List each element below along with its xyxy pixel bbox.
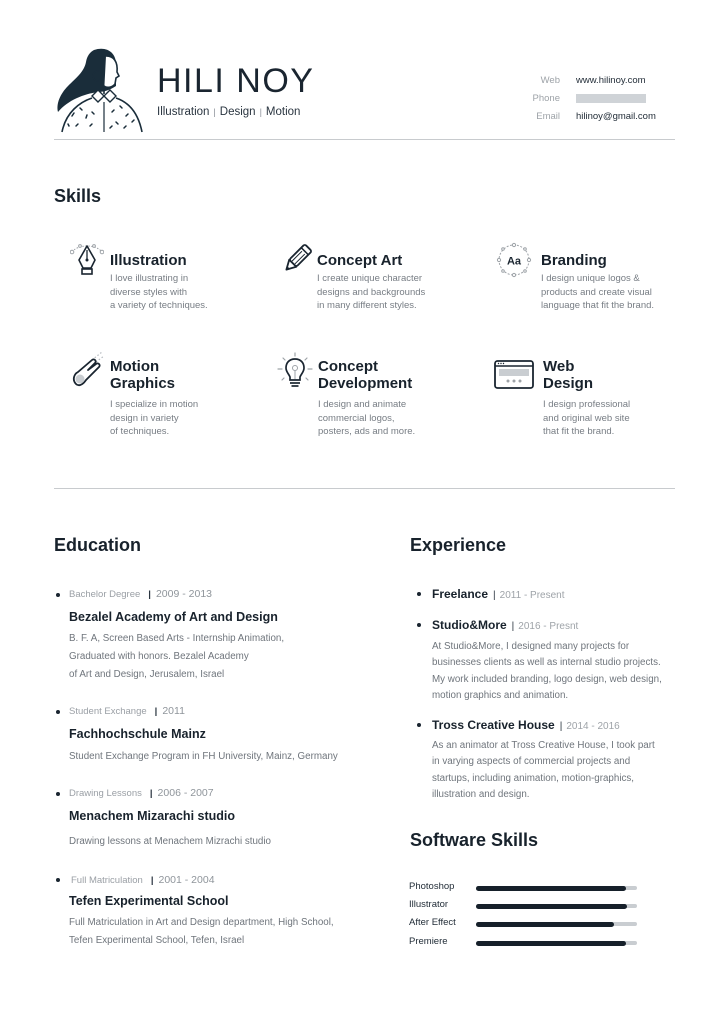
skill-level-fill bbox=[476, 904, 627, 909]
web-link[interactable]: www.hilinoy.com bbox=[576, 74, 646, 86]
education-description: B. F. A, Screen Based Arts - Internship Animation, Graduated with honors. Bezalel Academy of Art and Design, Jerusalem, Israel bbox=[69, 633, 285, 680]
experience-company: Freelance | 2011 - Present bbox=[432, 587, 565, 601]
education-school: Fachhochschule Mainz bbox=[69, 727, 206, 741]
bullet-icon bbox=[56, 792, 60, 796]
education-school: Bezalel Academy of Art and Design bbox=[69, 610, 278, 624]
comet-motion-icon bbox=[70, 350, 104, 384]
contact-web bbox=[530, 71, 690, 89]
skill-description: I design and animate commercial logos, posters, ads and more. bbox=[318, 399, 416, 437]
skill-level-fill bbox=[476, 941, 626, 946]
tagline-separator: | bbox=[259, 107, 262, 117]
contact-info bbox=[530, 71, 690, 125]
education-school: Menachem Mizarachi studio bbox=[69, 809, 236, 823]
skill-title: Concept Art bbox=[317, 252, 403, 269]
software-name: Premiere bbox=[409, 936, 448, 947]
contact-label: Web bbox=[540, 74, 560, 86]
education-meta: Student Exchange | 2011 bbox=[69, 705, 185, 717]
bullet-icon bbox=[56, 710, 60, 714]
education-heading: Education bbox=[54, 535, 142, 555]
software-skill-row bbox=[409, 900, 649, 912]
tagline-item: Motion bbox=[265, 106, 301, 118]
experience-company: Tross Creative House | 2014 - 2016 bbox=[432, 718, 620, 732]
contact-label: Phone bbox=[532, 92, 560, 104]
software-skills-heading: Software Skills bbox=[410, 830, 539, 850]
bullet-icon bbox=[417, 623, 421, 627]
tagline-item: Illustration bbox=[157, 106, 210, 118]
typography-aa-icon bbox=[496, 242, 530, 276]
person-name: HILI NOY bbox=[157, 62, 315, 100]
education-meta: Full Matriculation | 2001 - 2004 bbox=[71, 874, 215, 886]
software-name: After Effect bbox=[409, 917, 456, 928]
tagline bbox=[157, 106, 300, 118]
skill-description: I specialize in motion design in variety of techniques. bbox=[110, 399, 199, 437]
bullet-icon bbox=[56, 878, 60, 882]
skill-title: Branding bbox=[541, 252, 607, 269]
avatar-illustration bbox=[54, 46, 146, 134]
education-school: Tefen Experimental School bbox=[69, 894, 229, 908]
experience-company: Studio&More | 2016 - Presnt bbox=[432, 618, 579, 632]
software-skill-row bbox=[409, 918, 649, 930]
skill-title: Motion Graphics bbox=[110, 358, 176, 392]
experience-description: As an animator at Tross Creative House, I took part in varying aspects of commercial projects and startups, including animation, motion-graphics, illustration and design. bbox=[432, 740, 655, 800]
bullet-icon bbox=[417, 592, 421, 596]
pencil-icon bbox=[280, 242, 314, 276]
education-description: Drawing lessons at Menachem Mizrachi studio bbox=[69, 836, 272, 847]
software-skill-row bbox=[409, 882, 649, 894]
bullet-icon bbox=[56, 593, 60, 597]
tagline-item: Design bbox=[219, 106, 256, 118]
skill-level-bar bbox=[476, 941, 637, 945]
skill-description: I create unique character designs and backgrounds in many different styles. bbox=[317, 273, 426, 311]
software-skill-row bbox=[409, 937, 649, 949]
tagline-separator: | bbox=[213, 107, 216, 117]
skill-description: I design professional and original web site that fit the brand. bbox=[543, 399, 631, 437]
education-meta: Bachelor Degree | 2009 - 2013 bbox=[69, 588, 213, 600]
education-description: Student Exchange Program in FH University, Mainz, Germany bbox=[69, 751, 338, 762]
experience-heading: Experience bbox=[410, 535, 507, 555]
software-name: Photoshop bbox=[409, 881, 455, 892]
skill-level-fill bbox=[476, 886, 626, 891]
skill-level-bar bbox=[476, 886, 637, 890]
education-description: Full Matriculation in Art and Design department, High School, Tefen Experimental School, Tefen, Israel bbox=[69, 917, 334, 946]
pen-nib-icon bbox=[70, 242, 104, 276]
contact-phone bbox=[530, 89, 690, 107]
bullet-icon bbox=[417, 723, 421, 727]
skills-divider bbox=[54, 488, 675, 489]
skill-description: I design unique logos & products and create visual language that fit the brand. bbox=[541, 273, 655, 311]
browser-window-icon bbox=[494, 360, 534, 394]
email-link[interactable]: hilinoy@gmail.com bbox=[576, 110, 656, 122]
svg-text:Aa: Aa bbox=[506, 255, 522, 268]
skill-description: I love illustrating in diverse styles with a variety of techniques. bbox=[110, 273, 208, 311]
phone-redacted bbox=[576, 94, 646, 103]
lightbulb-icon bbox=[276, 352, 310, 386]
education-meta: Drawing Lessons | 2006 - 2007 bbox=[69, 787, 214, 799]
contact-email bbox=[530, 107, 690, 125]
software-name: Illustrator bbox=[409, 899, 449, 910]
header-divider bbox=[54, 139, 675, 140]
experience-description: At Studio&More, I designed many projects for businesses clients as well as internal studio projects. My work included branding, logo design, web design, motion graphics and animation. bbox=[432, 641, 662, 701]
skill-title: Web Design bbox=[543, 358, 594, 392]
skill-level-bar bbox=[476, 922, 637, 926]
skill-title: Illustration bbox=[110, 252, 187, 269]
skill-title: Concept Development bbox=[318, 358, 413, 392]
skills-heading: Skills bbox=[54, 186, 102, 206]
contact-label: Email bbox=[536, 110, 560, 122]
skill-level-bar bbox=[476, 904, 637, 908]
skill-level-fill bbox=[476, 922, 614, 927]
